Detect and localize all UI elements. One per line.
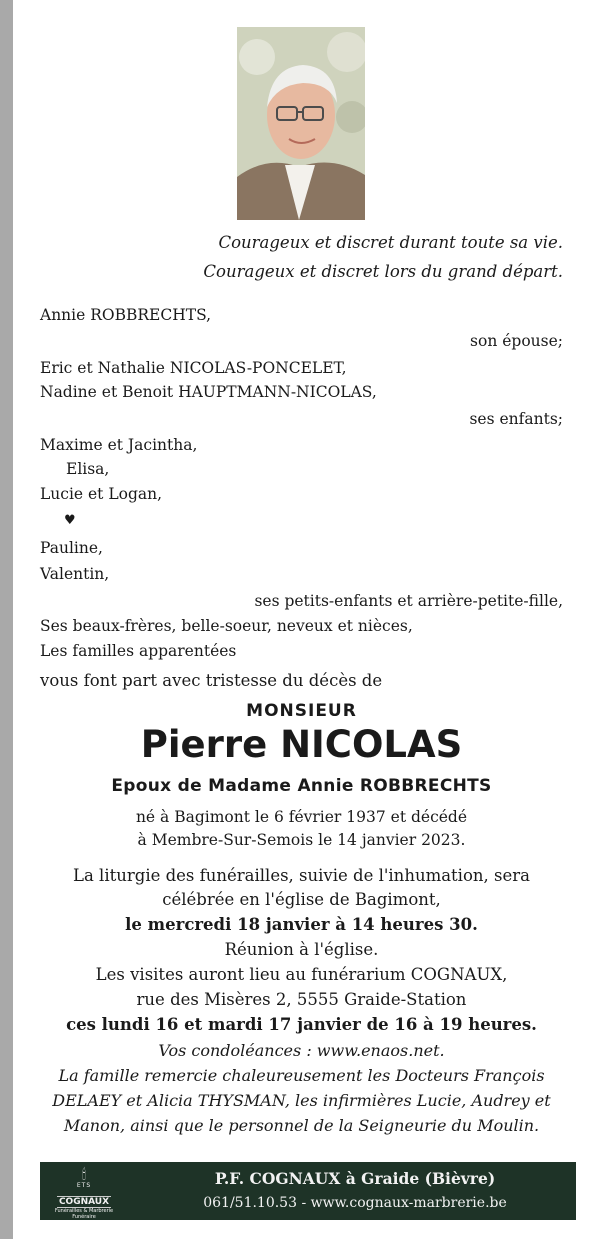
- birth-line: né à Bagimont le 6 février 1937 et décédé: [135, 808, 468, 826]
- meeting-line: Réunion à l'église.: [224, 940, 379, 959]
- logo-subtitle: Funérailles & Marbrerie Funéraire: [54, 1208, 114, 1220]
- flame-icon: 🕯: [82, 1167, 86, 1183]
- obituary-page: [13, 0, 590, 1239]
- ceremony-line-1: La liturgie des funérailles, suivie de l'inhumation, sera: [73, 866, 530, 885]
- wife-name: Annie ROBBRECHTS,: [40, 306, 212, 324]
- thanks-line-2: DELAEY et Alicia THYSMAN, les infirmières Lucie, Audrey et: [52, 1091, 551, 1110]
- inlaws-line: Ses beaux-frères, belle-soeur, neveux et nièces,: [40, 617, 413, 635]
- funeral-home-contact: 061/51.10.53 - www.cognaux-marbrerie.be: [203, 1195, 507, 1211]
- grandchild-3: Pauline,: [40, 539, 103, 557]
- great-grandchild: Elisa,: [66, 460, 110, 478]
- children-role: ses enfants;: [469, 410, 563, 428]
- deceased-name: Pierre NICOLAS: [140, 723, 463, 766]
- quote-line-1: Courageux et discret durant toute sa vie.: [218, 233, 563, 252]
- relatives-line: Les familles apparentées: [40, 642, 237, 660]
- child-2: Nadine et Benoit HAUPTMANN-NICOLAS,: [40, 383, 377, 401]
- visits-line: Les visites auront lieu au funérarium COGNAUX,: [95, 965, 508, 984]
- logo-ets: ETS: [76, 1182, 92, 1189]
- logo-brand: COGNAUX: [58, 1197, 110, 1207]
- announcement-line: vous font part avec tristesse du décès de: [40, 671, 383, 690]
- funeral-home-banner: [40, 1162, 576, 1220]
- grandchild-4: Valentin,: [40, 565, 110, 583]
- thanks-line-1: La famille remercie chaleureusement les Docteurs François: [58, 1066, 545, 1085]
- spouse-line: Epoux de Madame Annie ROBBRECHTS: [111, 776, 492, 796]
- funeral-home-title: P.F. COGNAUX à Graide (Bièvre): [214, 1169, 496, 1188]
- title-monsieur: MONSIEUR: [246, 701, 357, 721]
- grandchildren-role: ses petits-enfants et arrière-petite-fille,: [254, 592, 563, 610]
- condolences-line: Vos condoléances : www.enaos.net.: [158, 1041, 445, 1060]
- address-line: rue des Misères 2, 5555 Graide-Station: [136, 990, 467, 1009]
- left-margin-bar: [0, 0, 13, 1239]
- portrait-photo: [237, 27, 365, 220]
- thanks-line-3: Manon, ainsi que le personnel de la Seigneurie du Moulin.: [63, 1116, 540, 1135]
- quote-line-2: Courageux et discret lors du grand départ.: [203, 262, 563, 281]
- ceremony-date: le mercredi 18 janvier à 14 heures 30.: [125, 915, 478, 934]
- grandchild-1: Maxime et Jacintha,: [40, 436, 198, 454]
- death-line: à Membre-Sur-Semois le 14 janvier 2023.: [137, 831, 466, 849]
- heart-icon: ♥: [64, 513, 76, 528]
- child-1: Eric et Nathalie NICOLAS-PONCELET,: [40, 359, 347, 377]
- wife-role: son épouse;: [470, 332, 563, 350]
- visit-dates: ces lundi 16 et mardi 17 janvier de 16 à 19 heures.: [66, 1015, 537, 1034]
- cognaux-logo: [48, 1167, 120, 1220]
- ceremony-line-2: célébrée en l'église de Bagimont,: [162, 890, 441, 909]
- grandchild-2: Lucie et Logan,: [40, 485, 163, 503]
